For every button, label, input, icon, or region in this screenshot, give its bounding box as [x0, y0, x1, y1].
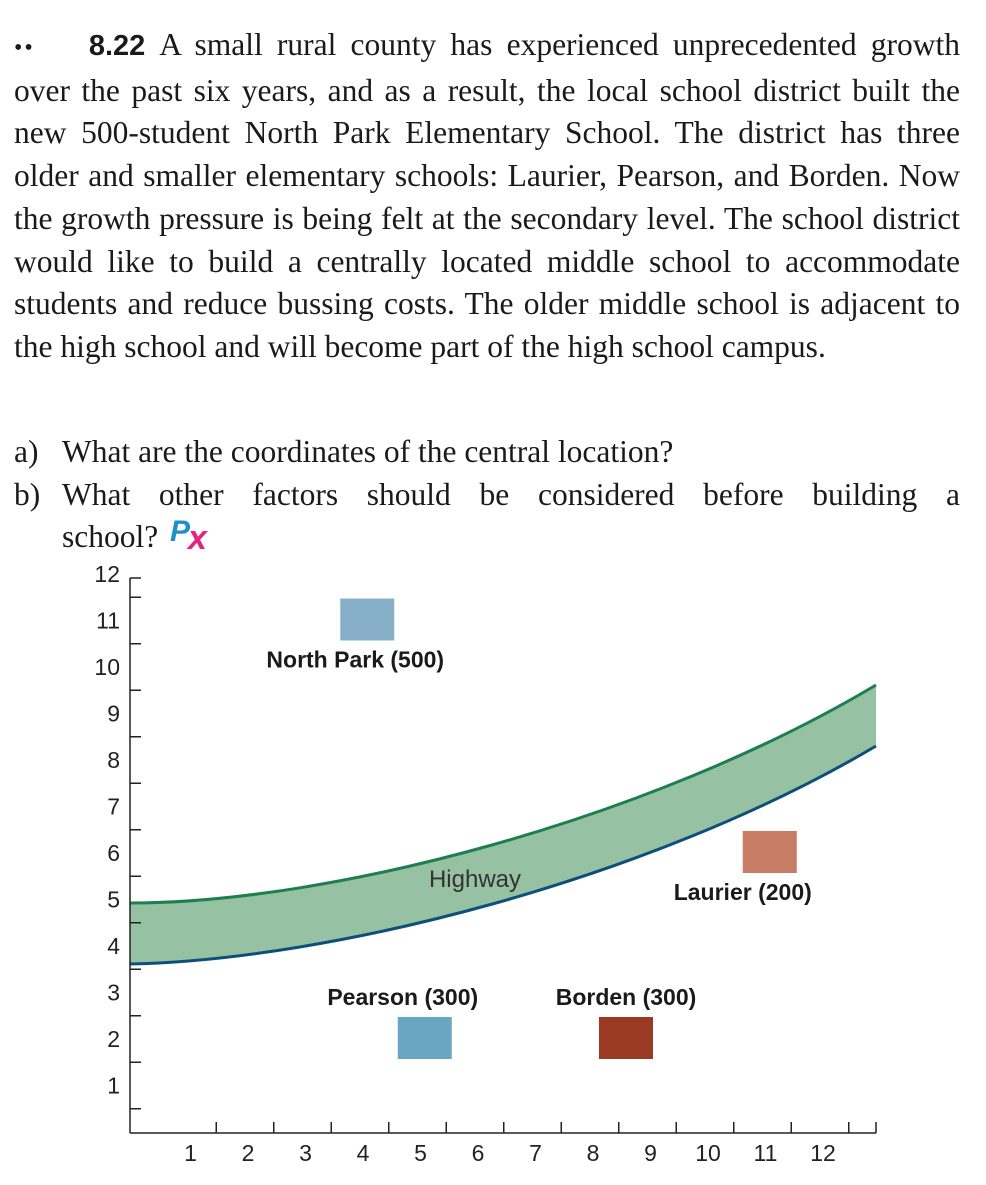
y-tick-label: 12 — [94, 561, 120, 587]
school-marker-north-park — [340, 599, 394, 641]
y-tick-label: 6 — [107, 840, 120, 866]
y-tick-label: 8 — [107, 747, 120, 773]
y-tick-label: 3 — [107, 979, 120, 1006]
y-tick-label: 11 — [96, 607, 120, 634]
part-b-label: b) — [14, 476, 41, 512]
part-a-text: What are the coordinates of the central location? — [62, 434, 674, 469]
school-marker-borden — [599, 1017, 653, 1059]
x-tick-label: 1 — [184, 1140, 197, 1166]
problem-statement — [14, 24, 960, 369]
problem-parts — [14, 431, 960, 559]
x-tick-label: 4 — [356, 1140, 370, 1166]
part-b — [14, 474, 960, 517]
highway-band — [130, 685, 876, 964]
y-tick-label: 1 — [107, 1072, 120, 1099]
highway — [130, 685, 876, 964]
difficulty-bullets: •• — [14, 35, 35, 61]
school-label-north-park: North Park (500) — [266, 646, 445, 673]
y-tick-label: 2 — [107, 1026, 120, 1052]
part-a — [14, 431, 960, 474]
x-tick-label: 11 — [753, 1140, 778, 1166]
problem-text: A small rural county has experienced unprecedented growth over the past six years, and as a result, the local school district built the new 500-student North Park Elementary School. The district has three older and smaller elementary schools: Laurier, Pearson, and Borden. Now the growth pressure is being felt at the secondary level. The school district would like to build a centrally located middle school to accommodate students and reduce bussing costs. The older middle school is adjacent to the high school and will become part of the high school campus. — [14, 27, 960, 364]
y-tick-label: 5 — [107, 886, 120, 913]
x-tick-label: 6 — [471, 1140, 485, 1166]
highway-label: Highway — [428, 866, 522, 893]
school-marker-laurier — [743, 831, 797, 873]
school-marker-pearson — [398, 1017, 452, 1059]
svg-text:x: x — [188, 519, 208, 552]
px-logo-icon[interactable] — [168, 517, 230, 551]
y-tick-label: 4 — [107, 933, 120, 959]
y-tick-label: 10 — [94, 654, 120, 680]
school-label-borden: Borden (300) — [555, 984, 697, 1010]
part-b-continued — [14, 516, 960, 559]
y-tick-label: 7 — [107, 793, 120, 820]
problem-number: 8.22 — [88, 30, 146, 62]
schools — [266, 599, 811, 1060]
x-tick-label: 7 — [529, 1140, 542, 1166]
school-location-grid — [0, 560, 986, 1180]
school-label-pearson: Pearson (300) — [327, 984, 479, 1010]
part-b-text-line1: What other factors should be considered before building a — [62, 476, 960, 512]
x-tick-label: 8 — [586, 1140, 600, 1166]
part-b-text-line2: school? — [62, 519, 159, 555]
x-tick-label: 12 — [810, 1140, 836, 1166]
x-tick-label: 3 — [299, 1140, 312, 1166]
school-label-laurier: Laurier (200) — [673, 879, 812, 905]
x-tick-label: 9 — [644, 1140, 657, 1166]
y-tick-label: 9 — [107, 700, 120, 727]
svg-text:P: P — [170, 517, 191, 549]
x-tick-label: 2 — [241, 1140, 255, 1166]
x-tick-label: 10 — [695, 1140, 721, 1166]
part-a-label: a) — [14, 434, 39, 469]
x-tick-label: 5 — [414, 1140, 427, 1166]
